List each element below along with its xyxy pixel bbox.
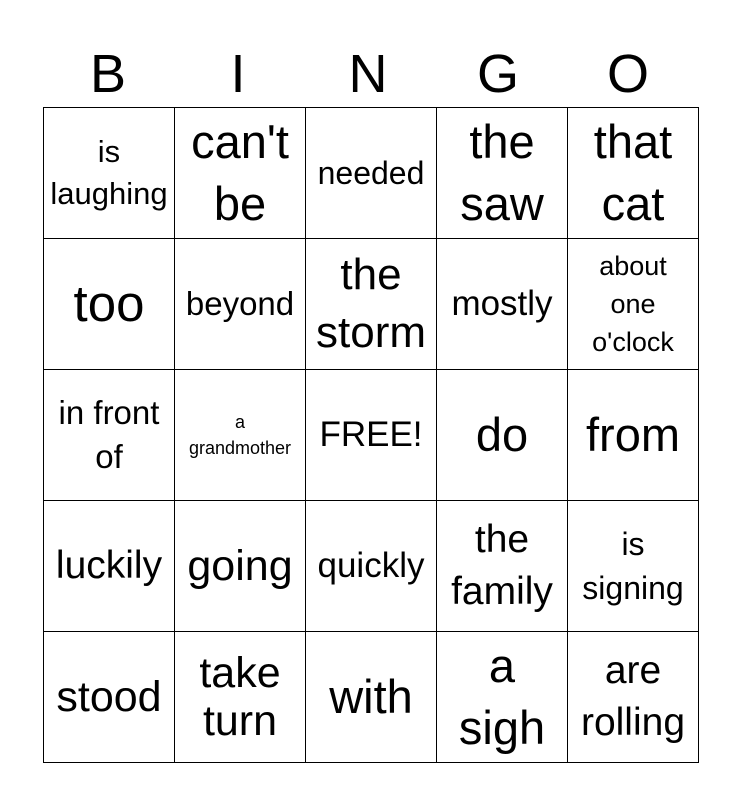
bingo-cell — [306, 632, 437, 763]
free-space — [306, 370, 437, 501]
bingo-cell — [44, 108, 175, 239]
cell-text: about one o'clock — [592, 251, 674, 357]
cell-text: are rolling — [580, 649, 686, 744]
bingo-header — [43, 40, 693, 108]
cell-text: going — [187, 542, 293, 590]
bingo-cell — [175, 501, 306, 632]
cell-text: luckily — [55, 544, 163, 587]
bingo-cell — [175, 632, 306, 763]
board-row — [44, 632, 699, 763]
cell-text: a grandmother — [188, 412, 292, 458]
bingo-cell — [44, 239, 175, 370]
board-row — [44, 108, 699, 239]
board-row — [44, 239, 699, 370]
cell-text: in front of — [58, 394, 160, 475]
bingo-cell — [437, 501, 568, 632]
cell-text: FREE! — [319, 415, 423, 454]
cell-text: that cat — [593, 115, 673, 230]
bingo-cell — [437, 632, 568, 763]
bingo-cell — [568, 239, 699, 370]
header-letter-b: B — [89, 44, 127, 104]
cell-text: too — [73, 275, 145, 332]
cell-text: can't be — [191, 115, 289, 230]
cell-text: do — [475, 408, 529, 461]
cell-text: quickly — [317, 546, 425, 585]
bingo-cell — [437, 239, 568, 370]
bingo-cell — [568, 370, 699, 501]
cell-text: a sigh — [458, 639, 546, 754]
bingo-cell — [306, 239, 437, 370]
header-letter-g: G — [476, 44, 519, 104]
cell-text: beyond — [185, 285, 295, 322]
cell-text: from — [586, 408, 680, 461]
cell-text: needed — [317, 155, 425, 191]
cell-text: is signing — [582, 526, 684, 606]
header-letter-i: I — [230, 44, 246, 104]
board-row — [44, 370, 699, 501]
cell-text: the family — [451, 518, 553, 613]
bingo-cell — [437, 370, 568, 501]
cell-text: mostly — [451, 284, 553, 323]
cell-text: is laughing — [50, 134, 168, 211]
bingo-cell — [306, 108, 437, 239]
cell-text: stood — [56, 673, 162, 721]
bingo-cell — [568, 501, 699, 632]
bingo-cell — [437, 108, 568, 239]
bingo-cell — [568, 108, 699, 239]
bingo-cell — [175, 239, 306, 370]
cell-text: the saw — [460, 115, 544, 230]
bingo-cell — [175, 108, 306, 239]
bingo-cell — [306, 501, 437, 632]
bingo-cell — [44, 501, 175, 632]
bingo-board — [43, 107, 699, 763]
bingo-cell — [44, 370, 175, 501]
bingo-cell — [568, 632, 699, 763]
cell-text: with — [329, 670, 413, 723]
cell-text: the storm — [316, 250, 426, 357]
bingo-cell — [175, 370, 306, 501]
cell-text: take turn — [199, 649, 281, 745]
bingo-cell — [44, 632, 175, 763]
board-row — [44, 501, 699, 632]
header-letter-o: O — [606, 44, 649, 104]
header-letter-n: N — [348, 44, 388, 104]
